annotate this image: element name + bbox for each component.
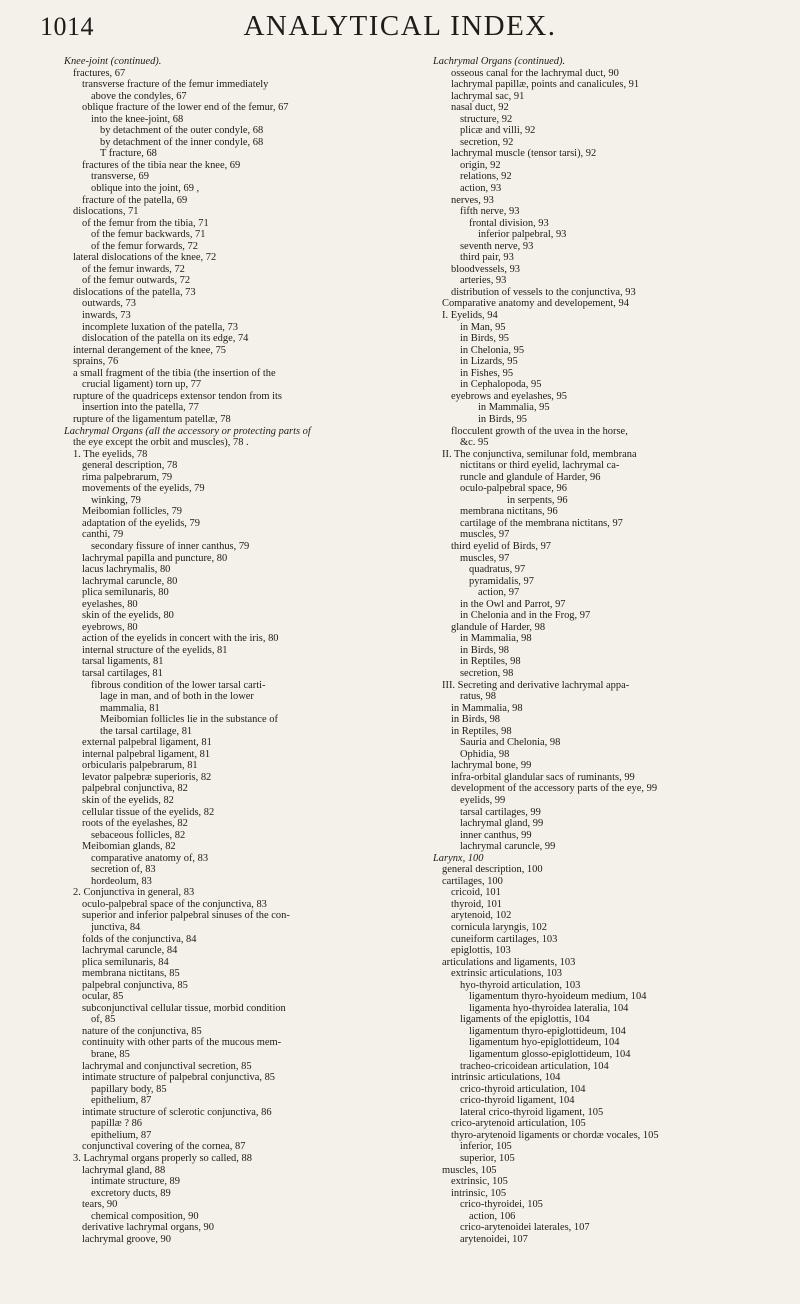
index-entry: II. The conjunctiva, semilunar fold, membrana	[442, 448, 637, 460]
index-entry: tarsal cartilages, 81	[82, 667, 163, 679]
right-column	[433, 56, 783, 1245]
index-entry: oblique fracture of the lower end of the femur, 67	[82, 102, 289, 114]
index-entry: internal derangement of the knee, 75	[73, 344, 227, 356]
index-heading: Lachrymal Organs (continued).	[433, 56, 566, 67]
index-entry: lachrymal sac, 91	[451, 90, 525, 102]
index-entry: orbicularis palpebrarum, 81	[82, 760, 198, 772]
index-entry: subconjunctival cellular tissue, morbid condition	[82, 1002, 286, 1014]
index-entry: muscles, 105	[442, 1164, 497, 1176]
index-entry: articulations and ligaments, 103	[442, 956, 576, 968]
index-entry: movements of the eyelids, 79	[82, 483, 205, 495]
index-entry: frontal division, 93	[469, 217, 549, 229]
index-entry: secretion of, 83	[91, 864, 156, 876]
index-entry: lachrymal muscle (tensor tarsi), 92	[451, 148, 597, 160]
index-entry: oculo-palpebral space of the conjunctiva, 83	[82, 898, 267, 910]
index-entry: crucial ligament) torn up, 77	[82, 379, 202, 391]
index-entry: cuneiform cartilages, 103	[451, 933, 558, 945]
index-entry: muscles, 97	[460, 529, 510, 541]
index-entry: dislocations of the patella, 73	[73, 286, 196, 298]
index-entry: arteries, 93	[460, 275, 507, 287]
index-entry: into the knee-joint, 68	[91, 113, 184, 125]
index-entry: inner canthus, 99	[460, 829, 532, 841]
index-entry: runcle and glandule of Harder, 96	[460, 471, 601, 483]
index-entry: fracture of the patella, 69	[82, 194, 188, 206]
index-heading: Lachrymal Organs (all the accessory or protecting parts of	[64, 425, 311, 437]
index-entry: in Mammalia, 98	[451, 702, 523, 714]
index-entry: sebaceous follicles, 82	[91, 829, 186, 841]
index-entry: oculo-palpebral space, 96	[460, 483, 567, 495]
index-entry: pyramidalis, 97	[469, 575, 534, 587]
index-entry: third pair, 93	[460, 252, 514, 264]
index-entry: fifth nerve, 93	[460, 206, 520, 218]
index-entry: cricoid, 101	[451, 887, 501, 899]
index-entry: bloodvessels, 93	[451, 263, 521, 275]
index-entry: general description, 78	[82, 460, 178, 472]
index-entry: arytenoid, 102	[451, 910, 512, 922]
index-entry: thyro-arytenoid ligaments or chordæ vocales, 105	[451, 1129, 659, 1141]
index-entry: papillæ ? 86	[91, 1118, 143, 1130]
index-entry: in Mammalia, 95	[478, 402, 550, 414]
index-entry: lage in man, and of both in the lower	[100, 691, 254, 703]
index-entry: lachrymal gland, 99	[460, 818, 544, 830]
index-entry: Sauria and Chelonia, 98	[460, 737, 561, 749]
index-entry: derivative lachrymal organs, 90	[82, 1222, 214, 1234]
index-entry: epithelium, 87	[91, 1129, 152, 1141]
index-entry: insertion into the patella, 77	[82, 402, 199, 414]
index-entry: rima palpebrarum, 79	[82, 471, 173, 483]
index-entry: crico-thyroidei, 105	[460, 1199, 543, 1211]
index-entry: action, 106	[469, 1210, 516, 1222]
index-entry: dislocation of the patella on its edge, 74	[82, 333, 249, 345]
index-entry: ratus, 98	[460, 691, 496, 703]
index-entry: lateral dislocations of the knee, 72	[73, 252, 217, 264]
index-entry: in Birds, 95	[460, 333, 510, 345]
index-entry: inwards, 73	[82, 310, 131, 322]
page-number: 1014	[40, 12, 94, 41]
index-entry: hordeolum, 83	[91, 875, 152, 887]
index-entry: of the femur outwards, 72	[82, 275, 191, 287]
index-entry: excretory ducts, 89	[91, 1187, 171, 1199]
index-entry: Meibomian follicles lie in the substance of	[100, 714, 278, 726]
page-title: ANALYTICAL INDEX.	[243, 10, 557, 42]
index-entry: membrana nictitans, 96	[460, 506, 558, 518]
index-entry: glandule of Harder, 98	[451, 621, 546, 633]
index-entry: Ophidia, 98	[460, 748, 510, 760]
index-entry: the tarsal cartilage, 81	[100, 725, 193, 737]
index-entry: intrinsic, 105	[451, 1187, 507, 1199]
index-entry: lachrymal gland, 88	[82, 1164, 166, 1176]
index-entry: plica semilunaris, 84	[82, 956, 169, 968]
index-entry: tarsal cartilages, 99	[460, 806, 541, 818]
index-entry: sprains, 76	[73, 356, 119, 368]
index-entry: rupture of the ligamentum patellæ, 78	[73, 413, 231, 425]
index-entry: skin of the eyelids, 80	[82, 610, 174, 622]
index-entry: third eyelid of Birds, 97	[451, 540, 552, 552]
index-entry: inferior, 105	[460, 1141, 512, 1153]
index-entry: secretion, 92	[460, 136, 514, 148]
index-entry: of the femur backwards, 71	[91, 229, 206, 241]
index-entry: lachrymal caruncle, 99	[460, 841, 556, 853]
index-entry: cartilages, 100	[442, 875, 503, 887]
index-entry: arytenoidei, 107	[460, 1233, 528, 1245]
index-entry: 2. Conjunctiva in general, 83	[73, 887, 195, 899]
index-entry: lacus lachrymalis, 80	[82, 564, 171, 576]
index-entry: crico-arytenoidei laterales, 107	[460, 1222, 590, 1234]
index-entry: eyelashes, 80	[82, 598, 138, 610]
index-entry: nerves, 93	[451, 194, 494, 206]
index-entry: extrinsic articulations, 103	[451, 968, 563, 980]
index-entry: external palpebral ligament, 81	[82, 737, 212, 749]
index-entry: T fracture, 68	[100, 148, 157, 160]
index-entry: papillary body, 85	[91, 1083, 167, 1095]
index-entry: crico-thyroid articulation, 104	[460, 1083, 586, 1095]
index-entry: fractures of the tibia near the knee, 69	[82, 159, 241, 171]
index-entry: superior and inferior palpebral sinuses of the con-	[82, 910, 290, 922]
index-entry: by detachment of the inner condyle, 68	[100, 136, 264, 148]
index-entry: plicæ and villi, 92	[460, 125, 536, 137]
index-entry: infra-orbital glandular sacs of ruminants, 99	[451, 771, 635, 783]
index-entry: lachrymal and conjunctival secretion, 85	[82, 1060, 252, 1072]
index-entry: in Birds, 98	[460, 644, 510, 656]
index-entry: plica semilunaris, 80	[82, 587, 169, 599]
index-entry: thyroid, 101	[451, 898, 503, 910]
index-entry: dislocations, 71	[73, 206, 139, 218]
index-entry: of the femur inwards, 72	[82, 263, 185, 275]
index-entry: transverse, 69	[91, 171, 149, 183]
index-entry: brane, 85	[91, 1049, 130, 1061]
index-entry: tears, 90	[82, 1199, 118, 1211]
index-entry: in Birds, 95	[478, 413, 528, 425]
index-entry: by detachment of the outer condyle, 68	[100, 125, 264, 137]
index-entry: internal structure of the eyelids, 81	[82, 644, 228, 656]
index-entry: internal palpebral ligament, 81	[82, 748, 211, 760]
index-entry: structure, 92	[460, 113, 513, 125]
index-entry: roots of the eyelashes, 82	[82, 818, 188, 830]
index-entry: incomplete luxation of the patella, 73	[82, 321, 238, 333]
index-entry: ligamentum glosso-epiglottideum, 104	[469, 1049, 631, 1061]
index-entry: fibrous condition of the lower tarsal carti-	[91, 679, 266, 691]
index-entry: lachrymal caruncle, 80	[82, 575, 178, 587]
index-entry: mammalia, 81	[100, 702, 160, 714]
index-entry: in Cephalopoda, 95	[460, 379, 542, 391]
index-entry: in Fishes, 95	[460, 367, 514, 379]
index-entry: tracheo-cricoidean articulation, 104	[460, 1060, 609, 1072]
index-entry: relations, 92	[460, 171, 512, 183]
index-entry: tarsal ligaments, 81	[82, 656, 164, 668]
index-entry: in Reptiles, 98	[451, 725, 512, 737]
index-entry: in Man, 95	[460, 321, 506, 333]
index-entry: intimate structure of sclerotic conjunctiva, 86	[82, 1106, 272, 1118]
index-entry: superior, 105	[460, 1152, 515, 1164]
index-entry: epithelium, 87	[91, 1095, 152, 1107]
index-entry: nictitans or third eyelid, lachrymal ca-	[460, 460, 620, 472]
index-entry: &c. 95	[460, 437, 489, 449]
index-entry: origin, 92	[460, 159, 501, 171]
index-entry: canthi, 79	[82, 529, 124, 541]
index-entry: winking, 79	[91, 494, 141, 506]
index-entry: ligamentum hyo-epiglottideum, 104	[469, 1037, 620, 1049]
index-heading: Larynx, 100	[433, 852, 484, 864]
left-column	[64, 56, 414, 1245]
index-entry: lachrymal caruncle, 84	[82, 945, 178, 957]
index-entry: development of the accessory parts of the eye, 99	[451, 783, 658, 795]
index-entry: seventh nerve, 93	[460, 240, 534, 252]
index-entry: secretion, 98	[460, 667, 514, 679]
index-entry: fractures, 67	[73, 67, 126, 79]
index-entry: cellular tissue of the eyelids, 82	[82, 806, 215, 818]
index-entry: inferior palpebral, 93	[478, 229, 567, 241]
index-entry: in Birds, 98	[451, 714, 501, 726]
index-entry: of, 85	[91, 1014, 116, 1026]
index-entry: crico-arytenoid articulation, 105	[451, 1118, 586, 1130]
index-entry: rupture of the quadriceps extensor tendon from its	[73, 390, 282, 402]
index-entry: levator palpebræ superioris, 82	[82, 771, 212, 783]
index-entry: eyebrows and eyelashes, 95	[451, 390, 567, 402]
index-entry: a small fragment of the tibia (the insertion of the	[73, 367, 276, 379]
index-entry: in Mammalia, 98	[460, 633, 532, 645]
index-heading: Knee-joint (continued).	[64, 56, 162, 67]
index-entry: in Chelonia, 95	[460, 344, 525, 356]
index-entry: action of the eyelids in concert with the iris, 80	[82, 633, 279, 645]
index-entry: III. Secreting and derivative lachrymal appa-	[442, 679, 630, 691]
index-entry: in the Owl and Parrot, 97	[460, 598, 566, 610]
index-entry: lachrymal papilla and puncture, 80	[82, 552, 228, 564]
index-entry: the eye except the orbit and muscles), 78 .	[73, 437, 249, 449]
index-entry: eyelids, 99	[460, 795, 506, 806]
index-entry: quadratus, 97	[469, 564, 526, 576]
index-entry: ocular, 85	[82, 991, 124, 1003]
index-entry: secondary fissure of inner canthus, 79	[91, 540, 250, 552]
index-entry: action, 97	[478, 587, 520, 599]
index-entry: palpebral conjunctiva, 85	[82, 979, 188, 991]
index-entry: nature of the conjunctiva, 85	[82, 1025, 202, 1037]
index-entry: of the femur from the tibia, 71	[82, 217, 209, 229]
index-entry: adaptation of the eyelids, 79	[82, 517, 200, 529]
index-entry: conjunctival covering of the cornea, 87	[82, 1141, 246, 1153]
index-entry: membrana nictitans, 85	[82, 968, 180, 980]
index-entry: nasal duct, 92	[451, 102, 509, 114]
index-entry: osseous canal for the lachrymal duct, 90	[451, 67, 619, 79]
index-entry: eyebrows, 80	[82, 621, 138, 633]
index-entry: 1. The eyelids, 78	[73, 448, 148, 460]
index-entry: folds of the conjunctiva, 84	[82, 933, 197, 945]
index-entry: continuity with other parts of the mucous mem-	[82, 1037, 282, 1049]
index-entry: lachrymal bone, 99	[451, 760, 532, 772]
index-entry: Comparative anatomy and developement, 94	[442, 298, 629, 310]
index-entry: epiglottis, 103	[451, 945, 511, 957]
index-entry: skin of the eyelids, 82	[82, 795, 174, 806]
index-entry: intimate structure of palpebral conjunctiva, 85	[82, 1072, 276, 1084]
index-entry: crico-thyroid ligament, 104	[460, 1095, 575, 1107]
index-entry: general description, 100	[442, 864, 543, 876]
index-entry: above the condyles, 67	[91, 90, 187, 102]
index-entry: flocculent growth of the uvea in the horse,	[451, 425, 628, 437]
index-entry: intrinsic articulations, 104	[451, 1072, 561, 1084]
index-entry: ligamenta hyo-thyroidea lateralia, 104	[469, 1002, 629, 1014]
index-entry: cornicula laryngis, 102	[451, 922, 547, 934]
index-entry: lachrymal papillæ, points and canalicules, 91	[451, 79, 640, 91]
index-entry: in Chelonia and in the Frog, 97	[460, 610, 591, 622]
index-entry: junctiva, 84	[91, 922, 141, 934]
index-entry: chemical composition, 90	[91, 1210, 199, 1222]
index-entry: I. Eyelids, 94	[442, 310, 498, 322]
index-entry: ligamentum thyro-epiglottideum, 104	[469, 1025, 626, 1037]
index-entry: distribution of vessels to the conjunctiva, 93	[451, 286, 636, 298]
index-entry: Meibomian glands, 82	[82, 841, 176, 853]
index-entry: transverse fracture of the femur immediately	[82, 79, 269, 91]
index-entry: oblique into the joint, 69 ,	[91, 183, 200, 195]
index-entry: ligaments of the epiglottis, 104	[460, 1014, 590, 1026]
index-entry: Meibomian follicles, 79	[82, 506, 183, 518]
index-entry: in serpents, 96	[507, 494, 568, 506]
index-entry: outwards, 73	[82, 298, 136, 310]
index-entry: lachrymal groove, 90	[82, 1233, 171, 1245]
index-entry: in Lizards, 95	[460, 356, 518, 368]
index-entry: comparative anatomy of, 83	[91, 852, 209, 864]
index-entry: hyo-thyroid articulation, 103	[460, 979, 581, 991]
index-entry: in Reptiles, 98	[460, 656, 521, 668]
index-entry: of the femur forwards, 72	[91, 240, 198, 252]
index-entry: lateral crico-thyroid ligament, 105	[460, 1106, 604, 1118]
index-entry: action, 93	[460, 183, 502, 195]
index-entry: extrinsic, 105	[451, 1176, 508, 1188]
index-entry: cartilage of the membrana nictitans, 97	[460, 517, 623, 529]
index-entry: ligamentum thyro-hyoideum medium, 104	[469, 991, 647, 1003]
index-entry: palpebral conjunctiva, 82	[82, 783, 188, 795]
index-entry: muscles, 97	[460, 552, 510, 564]
index-entry: 3. Lachrymal organs properly so called, 88	[73, 1152, 252, 1164]
page-header	[0, 6, 800, 50]
index-entry: intimate structure, 89	[91, 1176, 180, 1188]
